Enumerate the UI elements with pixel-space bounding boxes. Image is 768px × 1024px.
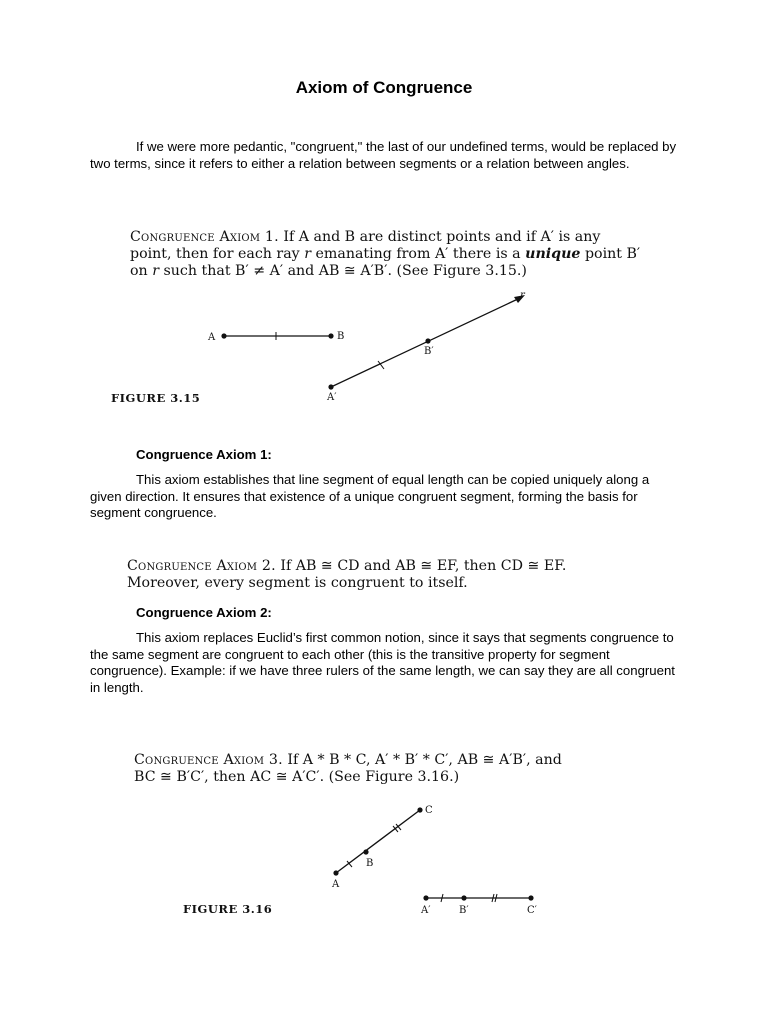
axiom-1-line-2a: point, then for each ray bbox=[130, 246, 300, 262]
axiom-2-head: Congruence Axiom 2. bbox=[127, 558, 276, 574]
fig316-label-c: C bbox=[425, 805, 433, 816]
fig315-label-a-prime: A′ bbox=[327, 392, 337, 403]
axiom-1-ray-r: r bbox=[304, 246, 312, 262]
axiom-1-unique: unique bbox=[525, 246, 581, 262]
intro-paragraph: If we were more pedantic, "congruent," the last of our undefined terms, would be replaced by two terms, since it refers to either a relation between segments or a relation between angles. bbox=[90, 139, 677, 171]
page-title: Axiom of Congruence bbox=[295, 78, 473, 97]
fig316-label-c-prime: C′ bbox=[527, 905, 537, 916]
fig316-label-a: A bbox=[332, 879, 340, 890]
section-1-text: This axiom establishes that line segment of equal length can be copied uniquely along a given direction. It ensures that existence of a unique congruent segment, forming the basis for segment congruence. bbox=[90, 472, 650, 520]
section-1-heading: Congruence Axiom 1: bbox=[136, 447, 272, 462]
axiom-3-head: Congruence Axiom 3. bbox=[134, 752, 283, 768]
fig315-label-b-prime: B′ bbox=[424, 346, 434, 357]
axiom-2-line-2: Moreover, every segment is congruent to itself. bbox=[127, 575, 468, 591]
figure-3-15-caption: FIGURE 3.15 bbox=[111, 391, 201, 405]
section-2-text: This axiom replaces Euclid’s first common notion, since it says that segments congruence to the same segment are congruent to each other (this is the transitive property for segment congruence). Example: if we have three rulers of the same length, we can say they are all congruent in length. bbox=[90, 630, 675, 695]
axiom-1-line-3a: on bbox=[130, 263, 148, 279]
figure-3-16-caption: FIGURE 3.16 bbox=[183, 902, 273, 916]
axiom-1-head: Congruence Axiom 1. bbox=[130, 229, 279, 245]
section-2-heading: Congruence Axiom 2: bbox=[136, 605, 272, 620]
fig316-label-b-prime: B′ bbox=[459, 905, 469, 916]
fig315-label-r: r bbox=[520, 290, 525, 301]
axiom-1-line-3b: such that B′ ≠ A′ and AB ≅ A′B′. (See Figure 3.15.) bbox=[163, 263, 527, 279]
fig315-label-b: B bbox=[337, 331, 345, 342]
axiom-1-line-2c: point B′ bbox=[584, 246, 641, 262]
fig316-label-b: B bbox=[366, 858, 374, 869]
axiom-1-line-1: If A and B are distinct points and if A′ is any bbox=[283, 229, 601, 245]
axiom-1-ray-r-2: r bbox=[152, 263, 159, 279]
axiom-3-line-1: If A * B * C, A′ * B′ * C′, AB ≅ A′B′, and bbox=[287, 752, 562, 768]
fig316-label-a-prime: A′ bbox=[421, 905, 431, 916]
fig315-label-a: A bbox=[208, 332, 216, 343]
axiom-3-line-2: BC ≅ B′C′, then AC ≅ A′C′. (See Figure 3.16.) bbox=[134, 769, 460, 785]
axiom-2-line-1: If AB ≅ CD and AB ≅ EF, then CD ≅ EF. bbox=[280, 558, 567, 574]
axiom-1-line-2b: emanating from A′ there is a bbox=[315, 246, 521, 262]
